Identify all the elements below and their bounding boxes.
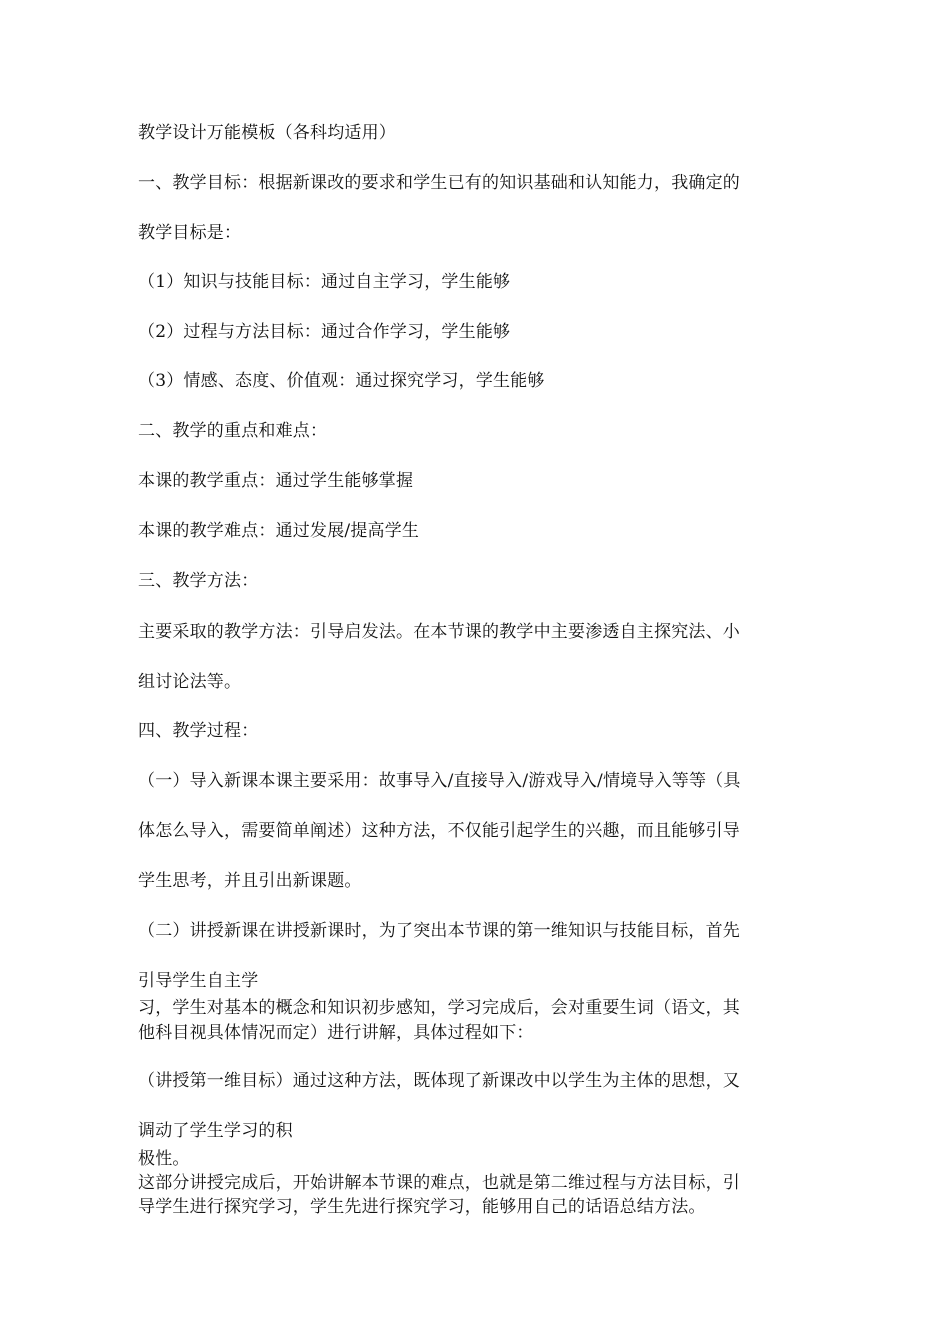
text-line: 导学生进行探究学习，学生先进行探究学习，能够用自己的话语总结方法。 <box>138 1197 706 1217</box>
section-heading: 四、教学过程： <box>138 721 259 741</box>
text-line: 学生思考，并且引出新课题。 <box>138 871 362 891</box>
text-line: 主要采取的教学方法：引导启发法。在本节课的教学中主要渗透自主探究法、小 <box>138 622 740 642</box>
section-heading: 三、教学方法： <box>138 571 259 591</box>
section-heading: 二、教学的重点和难点： <box>138 421 328 441</box>
text-line: 这部分讲授完成后，开始讲解本节课的难点，也就是第二维过程与方法目标，引 <box>138 1173 740 1193</box>
text-line: 组讨论法等。 <box>138 672 242 692</box>
document-title: 教学设计万能模板（各科均适用） <box>138 123 396 143</box>
text-line: 本课的教学重点：通过学生能够掌握 <box>138 471 414 491</box>
text-line: 习，学生对基本的概念和知识初步感知，学习完成后，会对重要生词（语文，其 <box>138 998 740 1018</box>
text-line: 一、教学目标：根据新课改的要求和学生已有的知识基础和认知能力，我确定的 <box>138 173 740 193</box>
text-line: （1）知识与技能目标：通过自主学习，学生能够 <box>138 272 511 292</box>
text-line: 体怎么导入，需要简单阐述）这种方法，不仅能引起学生的兴趣，而且能够引导 <box>138 821 740 841</box>
text-line: 本课的教学难点：通过发展/提高学生 <box>138 521 420 541</box>
text-line: 引导学生自主学 <box>138 971 259 991</box>
text-line: （一）导入新课本课主要采用：故事导入/直接导入/游戏导入/情境导入等等（具 <box>138 771 741 791</box>
text-line: 极性。 <box>138 1149 190 1169</box>
text-line: （二）讲授新课在讲授新课时，为了突出本节课的第一维知识与技能目标，首先 <box>138 921 740 941</box>
text-line: （讲授第一维目标）通过这种方法，既体现了新课改中以学生为主体的思想，又 <box>138 1071 740 1091</box>
text-line: 他科目视具体情况而定）进行讲解，具体过程如下： <box>138 1023 534 1043</box>
text-line: （2）过程与方法目标：通过合作学习，学生能够 <box>138 322 511 342</box>
text-line: 教学目标是： <box>138 223 242 243</box>
text-line: 调动了学生学习的积 <box>138 1121 293 1141</box>
text-line: （3）情感、态度、价值观：通过探究学习，学生能够 <box>138 371 545 391</box>
